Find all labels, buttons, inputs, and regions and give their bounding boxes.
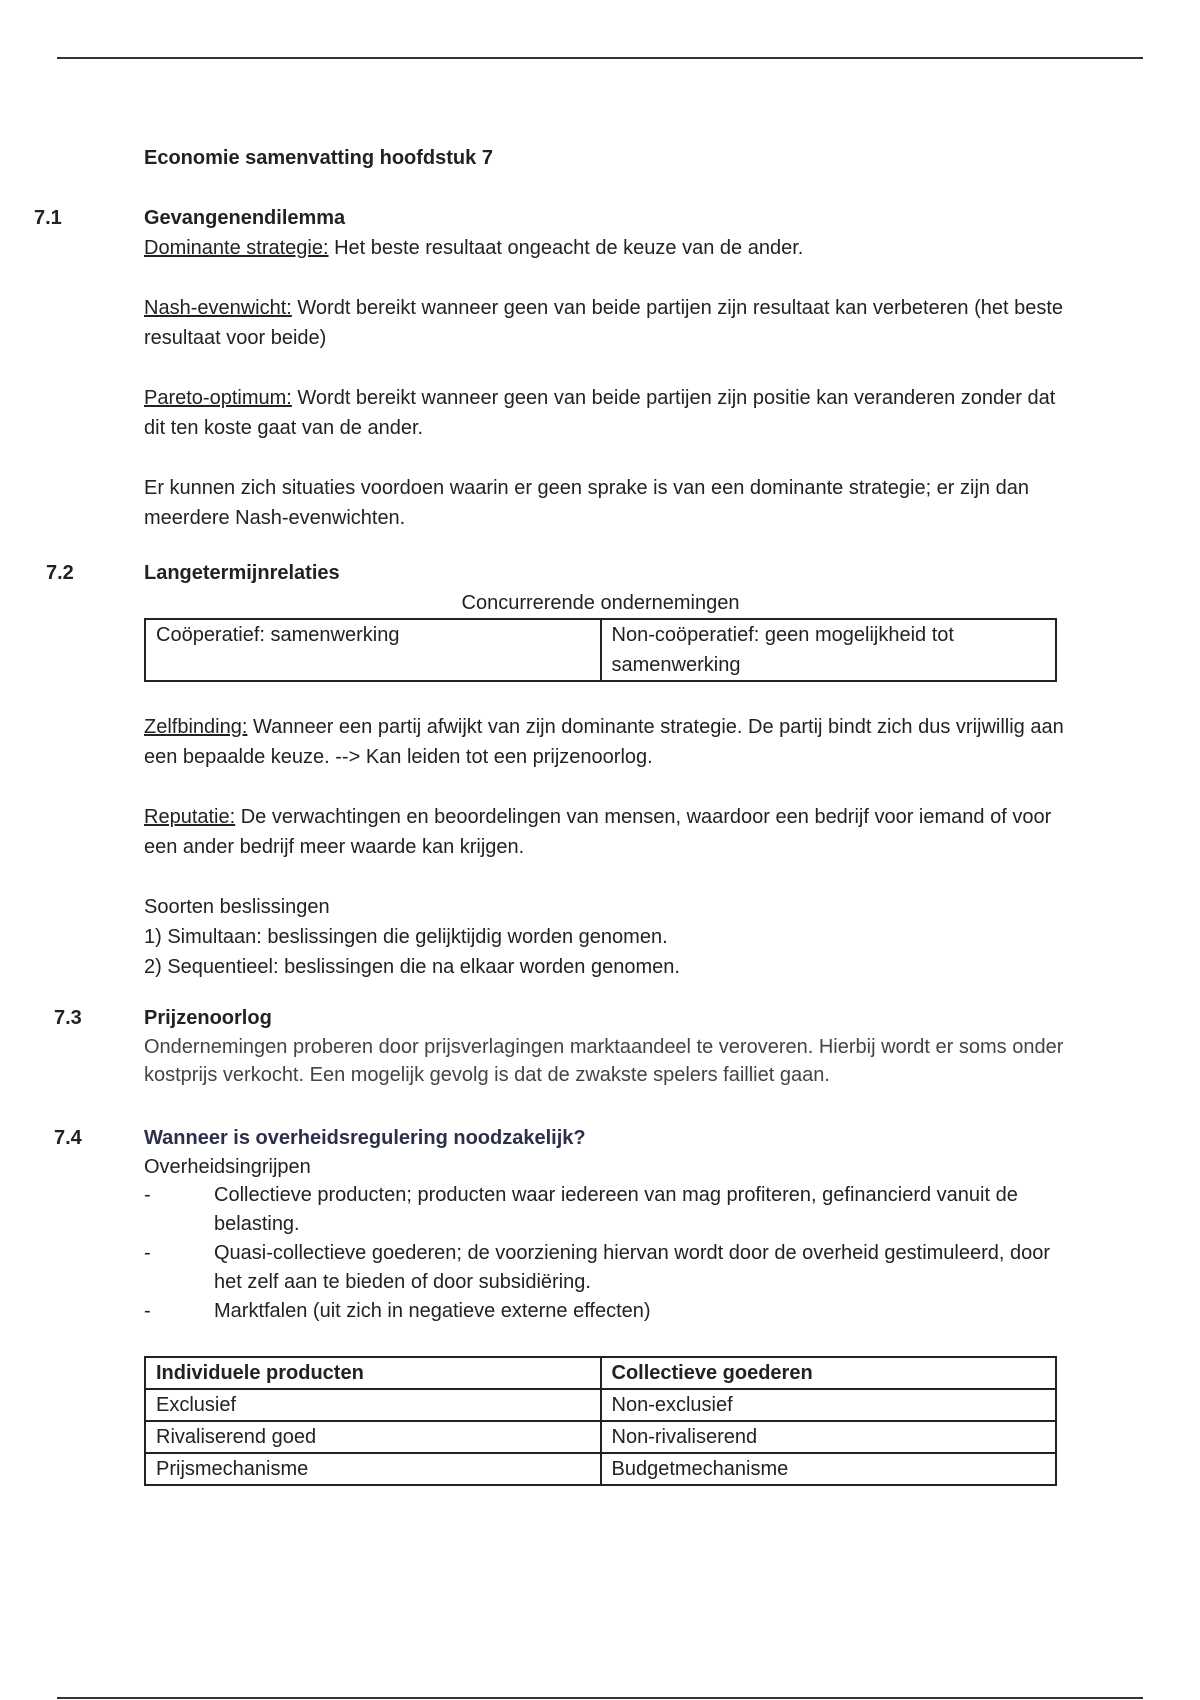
definition-text: Wanneer een partij afwijkt van zijn dominante strategie. De partij bindt zich dus vrijwillig aan een bepaalde keuze. --> Kan leiden tot een prijzenoorlog. <box>144 716 1064 768</box>
table-cell: Budgetmechanisme <box>601 1453 1057 1485</box>
table-cell: Non-rivaliserend <box>601 1421 1057 1453</box>
table-cell: Coöperatief: samenwerking <box>145 619 601 681</box>
table-row <box>145 619 1056 681</box>
definition-text: Wordt bereikt wanneer geen van beide partijen zijn resultaat kan verbeteren (het beste resultaat voor beide) <box>144 297 1064 349</box>
bullet-list <box>144 1181 1064 1326</box>
section-number: 7.3 <box>54 1007 82 1029</box>
table-caption: Concurrerende ondernemingen <box>461 592 740 614</box>
table-cell: Prijsmechanisme <box>145 1453 601 1485</box>
section-number: 7.2 <box>46 562 74 584</box>
table-row <box>145 1389 1056 1421</box>
term-label: Reputatie: <box>144 806 236 828</box>
table-cell: Exclusief <box>145 1389 601 1421</box>
definition-text: De verwachtingen en beoordelingen van mensen, waardoor een bedrijf voor iemand of voor een ander bedrijf meer waarde kan krijgen. <box>144 806 1052 858</box>
section-heading: Wanneer is overheidsregulering noodzakelijk? <box>144 1127 586 1149</box>
list-title: Soorten beslissingen <box>144 896 330 918</box>
list-item: 1) Simultaan: beslissingen die gelijktijdig worden genomen. <box>144 926 668 948</box>
table-cell: Non-coöperatief: geen mogelijkheid tot samenwerking <box>601 619 1057 681</box>
section-heading: Prijzenoorlog <box>144 1007 272 1029</box>
definition-text: Wordt bereikt wanneer geen van beide partijen zijn positie kan veranderen zonder dat dit ten koste gaat van de ander. <box>144 387 1056 439</box>
definition-dominante-strategie <box>144 233 1064 263</box>
document-title: Economie samenvatting hoofdstuk 7 <box>144 147 493 169</box>
table-row <box>145 1421 1056 1453</box>
subheading: Overheidsingrijpen <box>144 1156 311 1178</box>
list-item-text: Marktfalen (uit zich in negatieve externe effecten) <box>214 1300 651 1322</box>
list-item-text: Collectieve producten; producten waar iedereen van mag profiteren, gefinancierd vanuit de belasting. <box>214 1184 1018 1235</box>
term-label: Pareto-optimum: <box>144 387 292 409</box>
section-body <box>144 203 1064 533</box>
definition-nash-evenwicht <box>144 293 1064 353</box>
list-item <box>144 1239 1064 1297</box>
table-cell: Non-exclusief <box>601 1389 1057 1421</box>
list-item-text: Quasi-collectieve goederen; de voorziening hiervan wordt door de overheid gestimuleerd, door het zelf aan te bieden of door subsidiëring. <box>214 1242 1051 1293</box>
table-row <box>145 1453 1056 1485</box>
table-header-cell: Individuele producten <box>145 1357 601 1389</box>
table-cell: Rivaliserend goed <box>145 1421 601 1453</box>
term-label: Zelfbinding: <box>144 716 248 738</box>
section-body <box>144 558 1064 982</box>
goods-table <box>144 1356 1057 1486</box>
section-heading: Gevangenendilemma <box>144 207 346 229</box>
paragraph: Ondernemingen proberen door prijsverlagingen marktaandeel te veroveren. Hierbij wordt er soms onder kostprijs verkocht. Een mogelijk gevolg is dat de zwakste spelers failliet gaan. <box>144 1036 1064 1086</box>
cooperation-table <box>144 618 1057 682</box>
list-item: 2) Sequentieel: beslissingen die na elkaar worden genomen. <box>144 956 680 978</box>
section-number: 7.1 <box>34 207 62 229</box>
term-label: Dominante strategie: <box>144 237 329 259</box>
paragraph: Er kunnen zich situaties voordoen waarin er geen sprake is van een dominante strategie; er zijn dan meerdere Nash-evenwichten. <box>144 477 1029 529</box>
bullet-marker: - <box>144 1300 151 1322</box>
section-number: 7.4 <box>54 1127 82 1149</box>
list-item <box>144 1297 1064 1326</box>
list-item <box>144 1181 1064 1239</box>
section-heading: Langetermijnrelaties <box>144 562 340 584</box>
definition-pareto-optimum <box>144 383 1064 443</box>
bullet-marker: - <box>144 1184 151 1206</box>
term-label: Nash-evenwicht: <box>144 297 292 319</box>
table-header-row <box>145 1357 1056 1389</box>
bullet-marker: - <box>144 1242 151 1264</box>
header-rule <box>57 57 1143 59</box>
section-body <box>144 1123 1064 1486</box>
section-body <box>144 1003 1064 1089</box>
definition-reputatie <box>144 802 1064 862</box>
definition-text: Het beste resultaat ongeacht de keuze van de ander. <box>328 237 804 259</box>
definition-zelfbinding <box>144 712 1064 772</box>
table-header-cell: Collectieve goederen <box>601 1357 1057 1389</box>
footer-rule <box>57 1697 1143 1699</box>
